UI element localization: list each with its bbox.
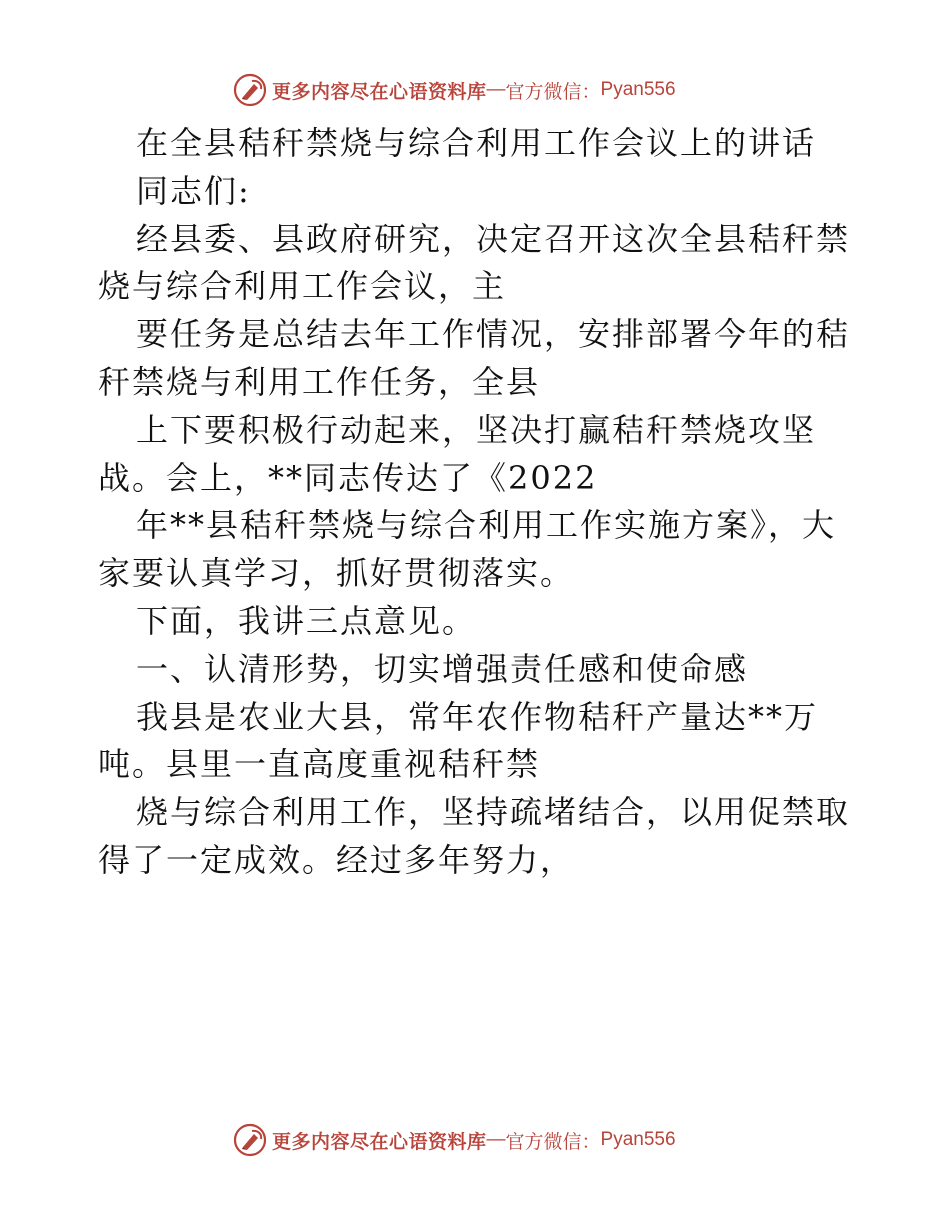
pen-logo-icon [232,1122,268,1158]
banner-wechat-label: 官方微信： [505,1131,601,1153]
text-line: 家要认真学习，抓好贯彻落实。 [98,554,575,593]
banner-brand-text: 更多内容尽在心语资料库 [272,80,487,103]
text-line: 经县委、县政府研究，决定召开这次全县秸秆禁 [136,219,851,258]
text-line: 秆禁烧与利用工作任务，全县 [98,362,541,401]
text-line: 我县是农业大县，常年农作物秸秆产量达**万 [136,697,819,736]
banner-wechat-id: Pyan556 [600,1129,676,1150]
banner-separator: — [486,79,506,100]
banner-separator: — [486,1129,506,1150]
banner-wechat-label: 官方微信： [505,81,601,103]
pen-logo-icon [232,72,268,108]
text-line: 烧与综合利用工作会议，主 [98,267,507,306]
text-line: 同志们: [136,171,251,210]
text-line: 下面，我讲三点意见。 [136,601,477,640]
banner-wechat-id: Pyan556 [600,79,676,100]
footer-banner [232,1120,676,1160]
text-line: 战。会上，**同志传达了《2022 [98,458,598,497]
text-line: 吨。县里一直高度重视秸秆禁 [98,745,541,784]
text-line: 上下要积极行动起来，坚决打赢秸秆禁烧攻坚 [136,410,817,449]
header-banner [232,70,676,110]
document-body [98,120,858,885]
text-line: 年**县秸秆禁烧与综合利用工作实施方案》，大 [136,506,837,545]
text-line: 在全县秸秆禁烧与综合利用工作会议上的讲话 [136,124,817,162]
text-line: 烧与综合利用工作，坚持疏堵结合，以用促禁取 [136,793,851,832]
text-line: 一、认清形势，切实增强责任感和使命感 [136,649,749,688]
text-line: 得了一定成效。经过多年努力， [98,840,575,879]
banner-brand-text: 更多内容尽在心语资料库 [272,1130,487,1153]
text-line: 要任务是总结去年工作情况，安排部署今年的秸 [136,315,851,354]
